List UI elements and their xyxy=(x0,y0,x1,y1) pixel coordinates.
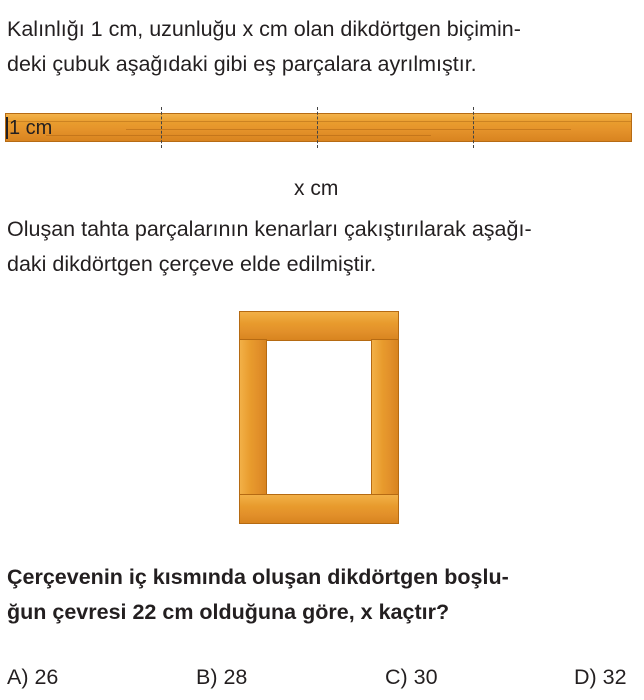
intro-line-1: Kalınlığı 1 cm, uzunluğu x cm olan dikdörtgen biçimin- xyxy=(7,17,521,41)
cut-line-2 xyxy=(317,107,318,148)
stick-grain-line xyxy=(6,121,631,122)
cut-line-3 xyxy=(473,107,474,148)
middle-paragraph xyxy=(7,212,635,282)
question-line-1: Çerçevenin iç kısmında oluşan dikdörtgen boşlu- xyxy=(7,565,509,589)
option-a[interactable]: A) 26 xyxy=(7,665,59,689)
option-b[interactable]: B) 28 xyxy=(196,665,248,689)
frame-left-plank xyxy=(239,339,267,496)
thickness-marker xyxy=(6,117,8,139)
question-paragraph xyxy=(7,560,635,630)
intro-paragraph xyxy=(7,12,635,82)
frame-right-plank xyxy=(371,339,399,496)
option-c[interactable]: C) 30 xyxy=(385,665,438,689)
intro-line-2: deki çubuk aşağıdaki gibi eş parçalara ayrılmıştır. xyxy=(7,52,477,76)
question-line-2: ğun çevresi 22 cm olduğuna göre, x kaçtır? xyxy=(7,600,450,624)
frame-top-plank xyxy=(239,311,399,341)
middle-line-2: daki dikdörtgen çerçeve elde edilmiştir. xyxy=(7,252,377,276)
length-label: x cm xyxy=(294,177,339,200)
cut-line-1 xyxy=(161,107,162,148)
wooden-stick xyxy=(5,113,632,142)
wooden-frame xyxy=(239,311,399,524)
stick-grain-line xyxy=(46,135,431,136)
thickness-label: 1 cm xyxy=(9,117,53,139)
middle-line-1: Oluşan tahta parçalarının kenarları çakıştırılarak aşağı- xyxy=(7,217,532,241)
stick-grain-line xyxy=(126,129,571,130)
frame-bottom-plank xyxy=(239,494,399,524)
option-d[interactable]: D) 32 xyxy=(574,665,627,689)
